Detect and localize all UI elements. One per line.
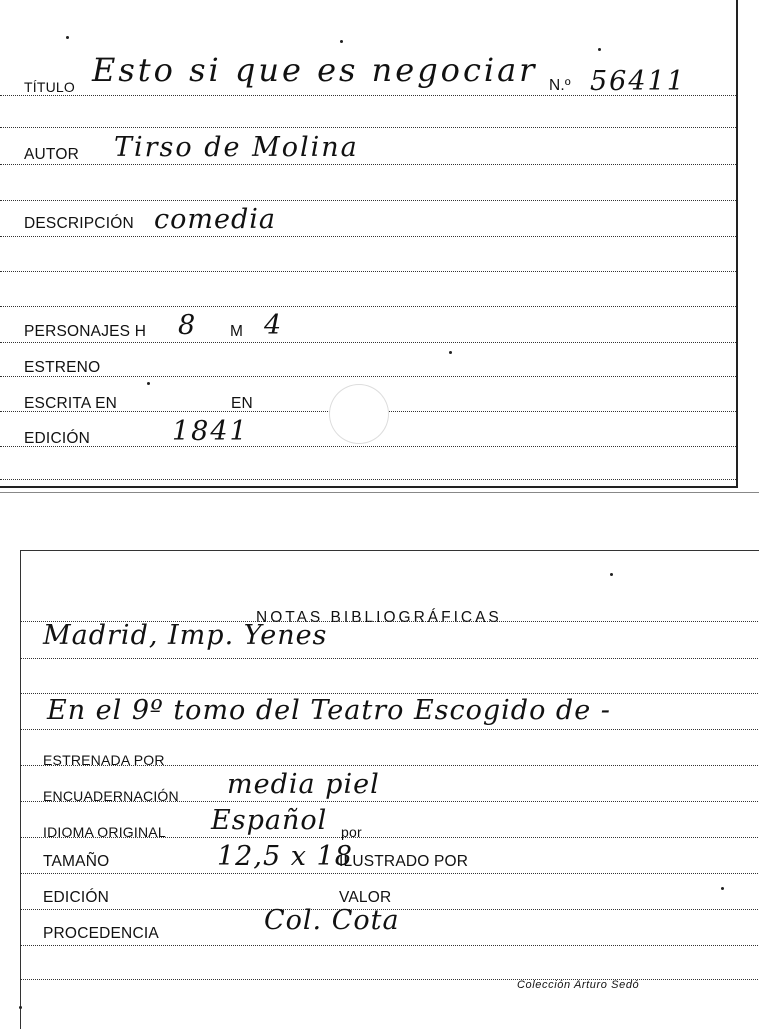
dotted-rule — [21, 693, 759, 694]
estreno-label: ESTRENO — [24, 359, 101, 376]
encuadernacion-label: ENCUADERNACIÓN — [43, 788, 179, 804]
autor-label: AUTOR — [24, 146, 79, 163]
titulo-value: Esto si que es negociar — [92, 51, 538, 89]
punch-hole — [330, 385, 388, 443]
descripcion-label: DESCRIPCIÓN — [24, 215, 134, 232]
speck — [449, 351, 452, 354]
descripcion-value: comedia — [154, 204, 276, 235]
dotted-rule — [0, 306, 736, 307]
speck — [66, 36, 69, 39]
estrenada-label: ESTRENADA POR — [43, 752, 165, 768]
autor-value: Tirso de Molina — [114, 132, 359, 163]
dotted-rule — [0, 200, 736, 201]
personajes-label: PERSONAJES H — [24, 323, 147, 340]
dotted-rule — [21, 729, 759, 730]
notas-heading: NOTAS BIBLIOGRÁFICAS — [256, 609, 502, 626]
note-line-2: En el 9º tomo del Teatro Escogido de - — [47, 695, 611, 726]
titulo-label: TÍTULO — [24, 79, 75, 95]
dotted-rule — [21, 658, 759, 659]
personajes-m-label: M — [230, 323, 244, 340]
speck — [19, 1006, 22, 1009]
dotted-rule — [0, 376, 736, 377]
edicion-value: 1841 — [172, 416, 249, 447]
dotted-rule — [0, 446, 736, 447]
card-divider — [0, 492, 759, 493]
dotted-rule — [0, 479, 736, 480]
personajes-m-value: 4 — [264, 310, 283, 341]
personajes-h-value: 8 — [178, 310, 197, 341]
speck — [598, 48, 601, 51]
note-line-1: Madrid, Imp. Yenes — [43, 620, 328, 651]
idioma-por-label: por — [341, 824, 362, 840]
front-card — [0, 0, 738, 488]
speck — [721, 887, 724, 890]
numero-value: 56411 — [590, 66, 686, 97]
dotted-rule — [21, 979, 759, 980]
encuadernacion-value: media piel — [227, 769, 380, 800]
idioma-label: IDIOMA ORIGINAL — [43, 824, 166, 840]
dotted-rule — [0, 271, 736, 272]
dotted-rule — [0, 164, 736, 165]
procedencia-label: PROCEDENCIA — [43, 925, 159, 942]
ilustrado-label: ILUSTRADO POR — [339, 853, 469, 870]
procedencia-value: Col. Cota — [264, 905, 400, 936]
speck — [610, 573, 613, 576]
dotted-rule — [21, 945, 759, 946]
tamano-value: 12,5 x 18 — [217, 841, 353, 872]
tamano-label: TAMAÑO — [43, 853, 110, 870]
dotted-rule — [21, 873, 759, 874]
back-card — [20, 550, 759, 1029]
collection-footer: Colección Arturo Sedó — [517, 979, 640, 991]
valor-label: VALOR — [339, 889, 392, 906]
dotted-rule — [0, 236, 736, 237]
dotted-rule — [0, 127, 736, 128]
numero-label: N.º — [549, 77, 571, 94]
speck — [147, 382, 150, 385]
escrita-en-label: EN — [231, 395, 253, 412]
edicion-label: EDICIÓN — [24, 430, 90, 447]
escrita-label: ESCRITA EN — [24, 395, 118, 412]
edicion-back-label: EDICIÓN — [43, 889, 109, 906]
dotted-rule — [0, 342, 736, 343]
idioma-value: Español — [211, 805, 328, 836]
speck — [340, 40, 343, 43]
